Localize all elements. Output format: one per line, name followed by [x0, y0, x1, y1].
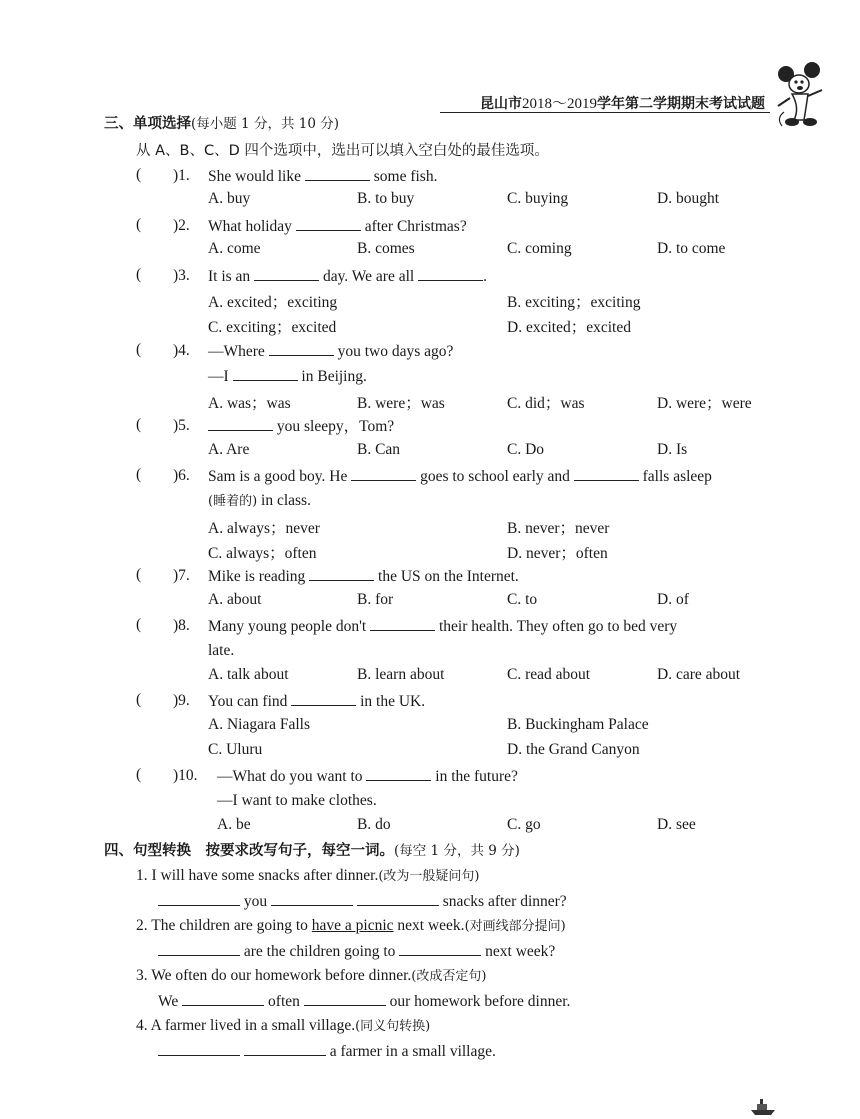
- answer-blank: [158, 1041, 240, 1056]
- option-a: A. excited；exciting: [208, 294, 338, 311]
- answer-blank: [574, 466, 639, 481]
- option-b: B. were；was: [357, 395, 445, 412]
- answer-paren: (: [136, 616, 142, 633]
- header-title: [480, 92, 765, 113]
- question-stem: —Where you two days ago?: [208, 343, 454, 360]
- question-stem: She would like some fish.: [208, 168, 438, 185]
- rewrite-sentence: 2. The children are going to have a picnic next week.(对画线部分提问): [136, 917, 566, 934]
- ship-decoration-icon: [748, 1096, 778, 1116]
- header-city: 昆山市: [479, 96, 522, 112]
- option-a: A. talk about: [208, 666, 289, 683]
- option-b: B. never；never: [507, 520, 610, 537]
- question-number: )5.: [173, 417, 190, 434]
- answer-blank: [158, 891, 240, 906]
- option-b: B. to buy: [357, 190, 415, 207]
- section4-title: 四、句型转换 按要求改写句子，每空一词。: [104, 843, 394, 859]
- option-a: A. was；was: [208, 395, 291, 412]
- answer-paren: (: [136, 266, 142, 283]
- option-a: A. be: [217, 816, 251, 833]
- option-a: A. about: [208, 591, 262, 608]
- option-d: D. never；often: [507, 545, 608, 562]
- answer-paren: (: [136, 466, 142, 483]
- answer-blank: [271, 891, 353, 906]
- option-b: B. Can: [357, 441, 401, 458]
- answer-blank: [182, 991, 264, 1006]
- section4-note: (每空 1 分，共 9 分): [394, 843, 520, 859]
- answer-blank: [208, 416, 273, 431]
- option-c: C. Uluru: [208, 741, 263, 758]
- option-d: D. the Grand Canyon: [507, 741, 640, 758]
- question-number: )9.: [173, 692, 190, 709]
- option-d: D. care about: [657, 666, 741, 683]
- answer-paren: (: [136, 416, 142, 433]
- page-header: [390, 86, 850, 126]
- answer-blank: [233, 366, 298, 381]
- option-c: C. to: [507, 591, 538, 608]
- option-c: C. coming: [507, 240, 572, 257]
- section3-instruction: 从 A、B、C、D 四个选项中，选出可以填入空白处的最佳选项。: [136, 143, 549, 159]
- header-year: 2018～2019: [521, 96, 597, 112]
- question-stem: Many young people don't their health. They often go to bed very: [208, 618, 678, 635]
- option-c: C. read about: [507, 666, 591, 683]
- answer-blank: [254, 266, 319, 281]
- question-number: )1.: [173, 167, 190, 184]
- option-d: D. Is: [657, 441, 688, 458]
- question-stem-line2: late.: [208, 642, 235, 659]
- question-stem: Mike is reading the US on the Internet.: [208, 568, 519, 585]
- answer-paren: (: [136, 341, 142, 358]
- answer-blank: [366, 766, 431, 781]
- answer-paren: (: [136, 566, 142, 583]
- option-b: B. for: [357, 591, 394, 608]
- answer-blank: [296, 216, 361, 231]
- answer-blank: [304, 991, 386, 1006]
- question-number: )2.: [173, 217, 190, 234]
- question-number: )8.: [173, 617, 190, 634]
- question-stem: you sleepy，Tom?: [208, 416, 394, 437]
- option-a: A. always；never: [208, 520, 320, 537]
- question-number: )7.: [173, 567, 190, 584]
- answer-blank: [291, 691, 356, 706]
- option-a: A. Are: [208, 441, 250, 458]
- rewrite-sentence: 3. We often do our homework before dinner.(改成否定句): [136, 967, 487, 984]
- answer-blank: [370, 616, 435, 631]
- option-c: C. exciting；excited: [208, 319, 337, 336]
- option-c: C. always；often: [208, 545, 317, 562]
- header-rule: [440, 112, 770, 113]
- header-term: 学年第二学期期末考试试题: [597, 96, 765, 112]
- rewrite-sentence: 4. A farmer lived in a small village.(同义句转换): [136, 1017, 431, 1034]
- option-d: D. see: [657, 816, 696, 833]
- option-d: D. bought: [657, 190, 719, 207]
- answer-paren: (: [136, 691, 142, 708]
- answer-blank: [357, 891, 439, 906]
- question-stem-line2: —I want to make clothes.: [217, 792, 377, 809]
- option-a: A. buy: [208, 190, 251, 207]
- answer-blank: [399, 941, 481, 956]
- question-stem-line2: —I in Beijing.: [208, 368, 367, 385]
- option-a: A. come: [208, 240, 261, 257]
- option-a: A. Niagara Falls: [208, 716, 311, 733]
- option-b: B. exciting；exciting: [507, 294, 641, 311]
- question-stem: What holiday after Christmas?: [208, 218, 467, 235]
- option-c: C. buying: [507, 190, 569, 207]
- section3-heading: [104, 114, 339, 134]
- answer-paren: (: [136, 216, 142, 233]
- question-stem: Sam is a good boy. He goes to school early and falls asleep: [208, 468, 712, 485]
- answer-blank: [269, 341, 334, 356]
- question-stem: You can find in the UK.: [208, 693, 426, 710]
- question-number: )3.: [173, 267, 190, 284]
- question-number: )6.: [173, 467, 190, 484]
- question-stem: —What do you want to in the future?: [217, 768, 518, 785]
- option-d: D. excited；excited: [507, 319, 631, 336]
- rewrite-answer: We often our homework before dinner.: [158, 993, 571, 1010]
- option-c: C. did；was: [507, 395, 585, 412]
- question-number: )4.: [173, 342, 190, 359]
- answer-blank: [158, 941, 240, 956]
- option-d: D. to come: [657, 240, 726, 257]
- answer-blank: [244, 1041, 326, 1056]
- section3-title: 三、单项选择: [104, 116, 191, 132]
- option-b: B. do: [357, 816, 391, 833]
- option-d: D. of: [657, 591, 689, 608]
- answer-blank: [309, 566, 374, 581]
- answer-paren: (: [136, 166, 142, 183]
- option-b: B. comes: [357, 240, 415, 257]
- question-stem-line2: (睡着的) in class.: [208, 492, 311, 509]
- question-number: )10.: [173, 767, 198, 784]
- cartoon-mouse-mascot-icon: [770, 62, 832, 128]
- rewrite-sentence: 1. I will have some snacks after dinner.(改为一般疑问句): [136, 867, 480, 884]
- rewrite-answer: are the children going to next week?: [158, 941, 555, 962]
- section4-heading: [104, 841, 520, 861]
- option-d: D. were；were: [657, 395, 752, 412]
- option-b: B. learn about: [357, 666, 445, 683]
- underlined-phrase: have a picnic: [311, 917, 394, 934]
- rewrite-answer: you snacks after dinner?: [158, 891, 567, 912]
- option-c: C. Do: [507, 441, 545, 458]
- answer-blank: [418, 266, 483, 281]
- answer-blank: [305, 166, 370, 181]
- answer-blank: [351, 466, 416, 481]
- section3-note: (每小题 1 分，共 10 分): [191, 116, 339, 132]
- rewrite-answer: a farmer in a small village.: [158, 1041, 496, 1062]
- option-c: C. go: [507, 816, 541, 833]
- question-stem: It is an day. We are all .: [208, 268, 487, 285]
- option-b: B. Buckingham Palace: [507, 716, 649, 733]
- answer-paren: (: [136, 766, 142, 783]
